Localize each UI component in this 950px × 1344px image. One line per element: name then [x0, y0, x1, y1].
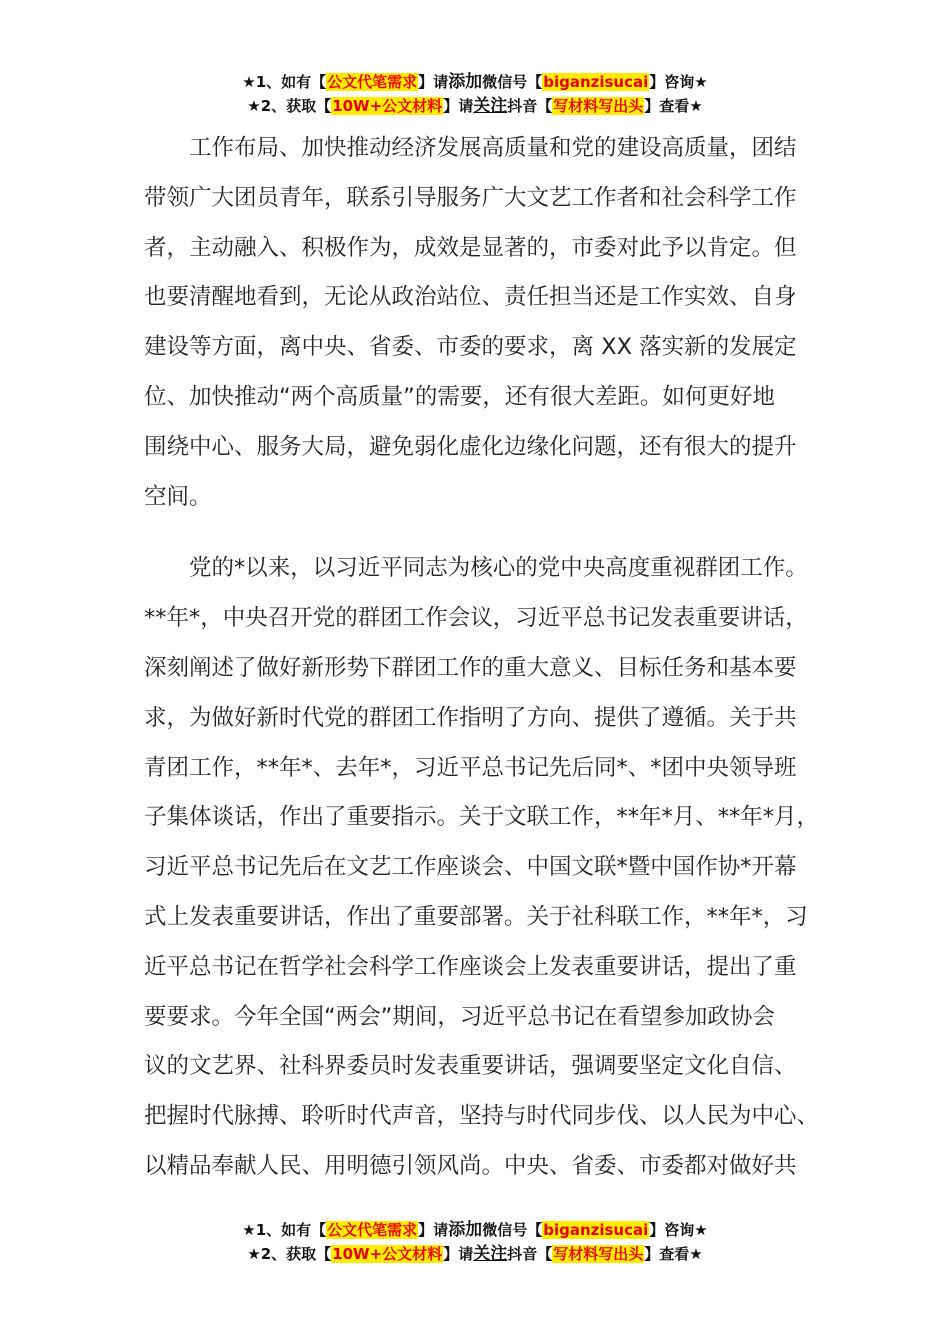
text-line: 议的文艺界、社科界委员时发表重要讲话，强调要坚定文化自信、: [144, 1053, 797, 1080]
banner-text: ★1、如有【: [242, 73, 327, 91]
text-line: 习近平总书记先后在文艺工作座谈会、中国文联*暨中国作协*开幕: [144, 854, 797, 881]
text-line: 深刻阐述了做好新形势下群团工作的重大意义、目标任务和基本要: [144, 654, 797, 681]
banner-text: 关注: [473, 1244, 508, 1264]
text-line: 式上发表重要讲话，作出了重要部署。关于社科联工作，**年*，习: [144, 903, 808, 930]
banner-text: 添加: [448, 1220, 483, 1240]
text-line: 以精品奉献人民、用明德引领风尚。中央、省委、市委都对做好共: [144, 1152, 797, 1179]
banner-text: 抖音【: [507, 1245, 553, 1263]
document-body: [144, 124, 820, 1192]
text-line: 求，为做好新时代党的群团工作指明了方向、提供了遵循。关于共: [144, 704, 797, 731]
text-line: 把握时代脉搏、聆听时代声音，坚持与时代同步伐、以人民为中心、: [144, 1103, 820, 1130]
banner-text: 】请: [443, 1245, 474, 1263]
banner-wechat-id: biganzisucai: [543, 1221, 649, 1239]
text-line: 工作布局、加快推动经济发展高质量和党的建设高质量，团结: [189, 135, 797, 161]
text-line: **年*，中央召开党的群团工作会议，习近平总书记发表重要讲话，: [144, 605, 808, 632]
banner-text: ★2、获取【: [247, 97, 332, 115]
text-line: 空间。: [144, 483, 212, 510]
banner-text: 】咨询★: [649, 73, 708, 91]
banner-douyin-id: 写材料写出头: [553, 1245, 644, 1263]
banner-line-1: [0, 1218, 950, 1242]
banner-text: 】查看★: [644, 97, 703, 115]
banner-text: 关注: [473, 96, 508, 116]
text-line: 建设等方面，离中央、省委、市委的要求，离 XX 落实新的发展定: [144, 334, 797, 361]
banner-text: 添加: [448, 72, 483, 92]
banner-highlight: 公文代笔需求: [327, 1221, 418, 1239]
paragraph: [144, 124, 816, 522]
text-line: 围绕中心、服务大局，避免弱化虚化边缘化问题，还有很大的提升: [144, 433, 797, 460]
footer-banner: [0, 1218, 950, 1266]
banner-text: ★2、获取【: [247, 1245, 332, 1263]
text-line: 要要求。今年全国“两会”期间，习近平总书记在看望参加政协会: [144, 1003, 775, 1030]
text-line: 带领广大团员青年，联系引导服务广大文艺工作者和社会科学工作: [144, 184, 797, 211]
banner-highlight: 公文代笔需求: [327, 73, 418, 91]
text-line: 青团工作，**年*、去年*，习近平总书记先后同*、*团中央领导班: [144, 754, 797, 781]
banner-highlight: 10W+公文材料: [332, 97, 443, 115]
paragraph: [144, 544, 820, 1191]
text-line: 党的*以来，以习近平同志为核心的党中央高度重视群团工作。: [189, 555, 808, 582]
banner-douyin-id: 写材料写出头: [553, 97, 644, 115]
text-line: 近平总书记在哲学社会科学工作座谈会上发表重要讲话，提出了重: [144, 953, 797, 980]
banner-text: 微信号【: [482, 1221, 543, 1239]
text-line: 者，主动融入、积极作为，成效是显著的，市委对此予以肯定。但: [144, 234, 797, 261]
banner-line-2: [0, 1242, 950, 1266]
banner-text: ★1、如有【: [242, 1221, 327, 1239]
header-banner: [0, 70, 950, 118]
banner-text: 抖音【: [507, 97, 553, 115]
text-line: 位、加快推动“两个高质量”的需要，还有很大差距。如何更好地: [144, 383, 775, 410]
banner-line-2: [0, 94, 950, 118]
banner-text: 微信号【: [482, 73, 543, 91]
text-line: 也要清醒地看到，无论从政治站位、责任担当还是工作实效、自身: [144, 284, 797, 311]
banner-text: 】查看★: [644, 1245, 703, 1263]
text-line: 子集体谈话，作出了重要指示。关于文联工作，**年*月、**年*月，: [144, 804, 820, 831]
banner-wechat-id: biganzisucai: [543, 73, 649, 91]
banner-text: 】请: [418, 1221, 449, 1239]
banner-highlight: 10W+公文材料: [332, 1245, 443, 1263]
banner-text: 】请: [443, 97, 474, 115]
banner-text: 】咨询★: [649, 1221, 708, 1239]
banner-line-1: [0, 70, 950, 94]
banner-text: 】请: [418, 73, 449, 91]
